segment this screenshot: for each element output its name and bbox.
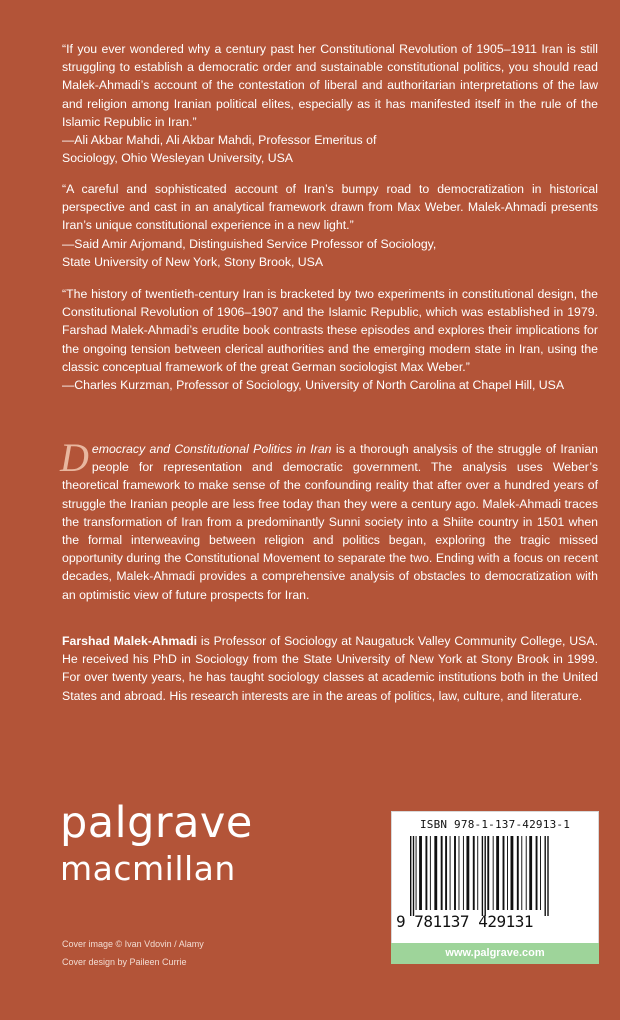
attribution-line: Sociology, Ohio Wesleyan University, USA [62, 151, 293, 166]
barcode-bar [526, 836, 527, 910]
barcode-bar [463, 836, 464, 910]
endorsement-text: “A careful and sophisticated account of Iran’s bumpy road to democratization in historical perspective and cast in an analytical framework drawn from Max Weber. Malek-Ahmadi presents Iran’s unique constitutional experience in a new light.” [62, 182, 598, 233]
barcode-bar [473, 836, 475, 910]
barcode-bar [454, 836, 456, 910]
drop-cap: D [60, 435, 89, 480]
barcode-bar [517, 836, 519, 910]
barcode-bar [507, 836, 508, 910]
barcode-bar [434, 836, 437, 910]
author-bio [62, 632, 598, 705]
attribution-line: —Ali Akbar Mahdi, Ali Akbar Mahdi, Professor Emeritus of [62, 133, 377, 148]
barcode-bar [413, 836, 414, 916]
barcode-bar [419, 836, 422, 910]
barcode-bar [503, 836, 505, 910]
publisher-logo [60, 800, 253, 888]
barcode-bar [459, 836, 460, 910]
barcode-bar [487, 836, 489, 910]
attribution-line: State University of New York, Stony Brook, USA [62, 254, 324, 269]
barcode-bar [485, 836, 486, 916]
endorsement-text: “If you ever wondered why a century past her Constitutional Revolution of 1905–1911 Iran is still struggling to establish a democratic order and sustainable constitutional politics, you should read Malek-Ahmadi’s account of the contestation of liberal and authoritarian interpretations of the law and religion among Iranian political elites, especially as it has manifested itself in the rule of the Islamic Republic in Iran.” [62, 42, 598, 129]
barcode-bar [511, 836, 514, 910]
cover-design-credit: Cover design by Paileen Currie [62, 957, 187, 967]
author-name: Farshad Malek-Ahmadi [62, 634, 198, 648]
author-bio-text: is Professor of Sociology at Naugatuck Valley Community College, USA. He received his PhD in Sociology from the State University of New York at Stony Brook in 1999. For over twenty years, he has taught sociology classes at academic institutions both in the United States and abroad. His research interests are in the areas of politics, law, culture, and literature. [62, 634, 598, 703]
barcode-bar [545, 836, 546, 916]
barcode-bar [496, 836, 499, 910]
barcode-bar [410, 836, 411, 916]
barcode-bar [441, 836, 443, 910]
barcode-bar [547, 836, 548, 916]
isbn-label: ISBN 978-1-137-42913-1 [419, 818, 571, 831]
barcode-bar [493, 836, 494, 910]
endorsement-3 [62, 285, 598, 394]
endorsement-attribution [62, 235, 598, 271]
endorsement-2 [62, 180, 598, 271]
barcode-bar [536, 836, 538, 910]
cover-credits [62, 935, 204, 971]
endorsement-attribution [62, 131, 598, 167]
endorsement-text: “The history of twentieth-century Iran is bracketed by two experiments in constitutional design, the Constitutional Revolution of 1906–1907 and the Islamic Republic, which was established in 1979. Farshad Malek-Ahmadi’s erudite book contrasts these episodes and explores their implications for the ongoing tension between clerical authorities and the emerging modern state in Iran, using the classic conceptual framework of the great German sociologist Max Weber.” [62, 287, 598, 374]
book-title: emocracy and Constitutional Politics in Iran [91, 442, 332, 456]
endorsement-1 [62, 40, 598, 167]
barcode-bar [466, 836, 469, 910]
barcode-bar [521, 836, 522, 910]
barcode-bar [445, 836, 447, 910]
barcode-bars [406, 836, 586, 916]
barcode-bar [425, 836, 427, 910]
isbn-digits: 9 781137 429131 [396, 912, 533, 931]
description-body: is a thorough analysis of the struggle of Iranian people for representation and democratic government. The analysis uses Weber’s theoretical framework to make sense of the confounding reality that after over a hundred years of struggle the Iranian people are less free today than they were a century ago. Malek-Ahmadi traces the transformation of Iran from a predominantly Sunni society into a Shiite country in 1501 when the formal interweaving between religion and politics began, exploring the tragic missed opportunity during the Constitutional Movement to separate the two. Ending with a focus on recent decades, Malek-Ahmadi provides a comprehensive analysis of obstacles to democratization with an optimistic view of future prospects for Iran. [62, 442, 598, 602]
barcode-bar [450, 836, 451, 910]
endorsement-attribution [62, 376, 598, 394]
attribution-line: —Said Amir Arjomand, Distinguished Service Professor of Sociology, [62, 236, 437, 251]
isbn-barcode [391, 811, 599, 945]
barcode-bar [416, 836, 417, 910]
logo-line-palgrave: palgrave [60, 798, 253, 848]
publisher-url[interactable]: www.palgrave.com [391, 943, 599, 964]
attribution-line: —Charles Kurzman, Professor of Sociology, University of North Carolina at Chapel Hill, USA [62, 378, 565, 393]
barcode-bar [482, 836, 483, 916]
barcode-bar [540, 836, 541, 910]
barcode-bar [430, 836, 431, 910]
barcode-bar [477, 836, 478, 910]
book-description [60, 435, 598, 604]
cover-image-credit: Cover image © Ivan Vdovin / Alamy [62, 939, 204, 949]
logo-line-macmillan: macmillan [60, 849, 236, 888]
barcode-bar [529, 836, 532, 910]
